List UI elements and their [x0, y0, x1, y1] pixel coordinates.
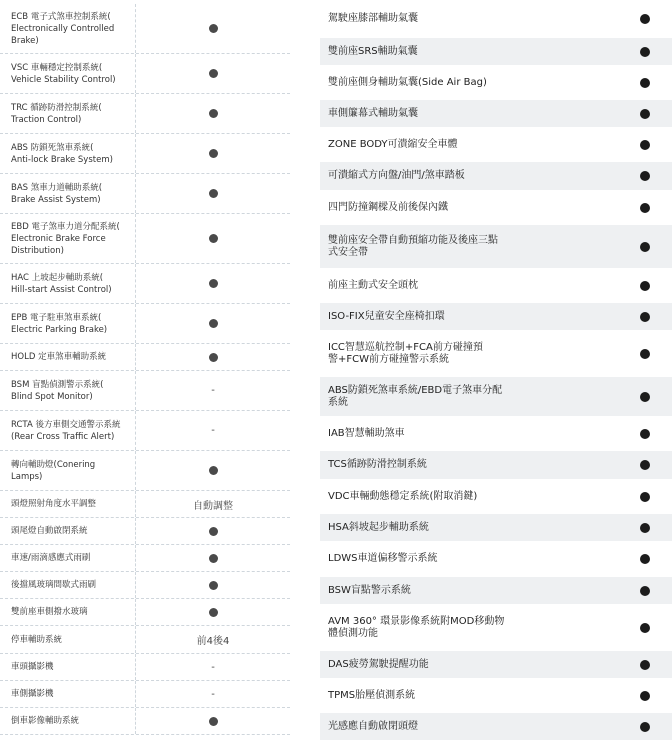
equipped-dot-icon — [640, 78, 650, 88]
equipped-dot-icon — [209, 608, 218, 617]
left-spec-row — [0, 518, 290, 545]
right-spec-row — [320, 577, 672, 604]
spec-value — [618, 460, 672, 470]
spec-label: TRC 循跡防滑控制系統( Traction Control) — [0, 94, 136, 133]
spec-label: ABS 防鎖死煞車系統( Anti-lock Brake System) — [0, 134, 136, 173]
spec-value-text: 前4後4 — [196, 636, 230, 647]
spec-label: 後擋風玻璃間歇式雨刷 — [0, 572, 136, 598]
spec-label: 車速/雨滴感應式雨刷 — [0, 545, 136, 571]
spec-label: 駕駛座膝部輔助氣囊 — [328, 12, 418, 24]
equipped-dot-icon — [209, 717, 218, 726]
spec-value — [136, 304, 290, 343]
spec-value — [618, 349, 672, 359]
equipped-dot-icon — [640, 523, 650, 533]
spec-value — [136, 491, 290, 517]
spec-label: 可潰縮式方向盤/油門/煞車踏板 — [328, 170, 465, 181]
equipped-dot-icon — [209, 466, 218, 475]
spec-label: VSC 車輛穩定控制系統( Vehicle Stability Control) — [0, 54, 136, 93]
spec-value — [618, 722, 672, 732]
spec-label: 車側攝影機 — [0, 681, 136, 707]
right-spec-row — [320, 682, 672, 709]
spec-label: EPB 電子駐車煞車系統( Electric Parking Brake) — [0, 304, 136, 343]
spec-value — [618, 140, 672, 150]
spec-label: 倒車影像輔助系統 — [0, 708, 136, 734]
right-spec-row — [320, 420, 672, 447]
spec-label: RCTA 後方車側交通警示系統 (Rear Cross Traffic Alert) — [0, 411, 136, 450]
spec-value — [618, 623, 672, 633]
spec-value — [618, 78, 672, 88]
equipped-dot-icon — [640, 554, 650, 564]
spec-value-text: - — [211, 688, 215, 700]
right-spec-table — [320, 0, 672, 744]
spec-value — [136, 626, 290, 653]
spec-value — [618, 523, 672, 533]
right-spec-row — [320, 303, 672, 330]
spec-label: 轉向輔助燈(Conering Lamps) — [0, 451, 136, 490]
spec-label: ZONE BODY可潰縮安全車體 — [328, 138, 458, 150]
left-spec-row — [0, 572, 290, 599]
equipped-dot-icon — [640, 281, 650, 291]
spec-label: 車頭攝影機 — [0, 654, 136, 680]
spec-value — [136, 599, 290, 625]
spec-value — [136, 451, 290, 490]
right-spec-row — [320, 483, 672, 510]
right-spec-row — [320, 377, 672, 416]
equipped-dot-icon — [640, 171, 650, 181]
spec-value — [618, 492, 672, 502]
spec-value — [136, 681, 290, 707]
left-spec-row — [0, 371, 290, 411]
equipped-dot-icon — [209, 527, 218, 536]
right-spec-row — [320, 131, 672, 158]
spec-value — [618, 392, 672, 402]
spec-value-text: - — [211, 385, 215, 396]
spec-label: ABS防鎖死煞車系統/EBD電子煞車分配 系統 — [328, 384, 503, 408]
equipped-dot-icon — [209, 189, 218, 198]
equipped-dot-icon — [209, 554, 218, 563]
equipped-dot-icon — [640, 429, 650, 439]
equipped-dot-icon — [640, 140, 650, 150]
equipped-dot-icon — [640, 392, 650, 402]
spec-value — [136, 134, 290, 173]
spec-label: AVM 360° 環景影像系統附MOD移動物 體偵測功能 — [328, 615, 505, 639]
left-spec-row — [0, 174, 290, 214]
right-spec-row — [320, 100, 672, 127]
left-spec-row — [0, 491, 290, 518]
spec-value-text: - — [211, 661, 215, 673]
spec-value-text: - — [211, 425, 215, 436]
spec-label: VDC車輛動態穩定系統(附取消鍵) — [328, 490, 478, 502]
spec-label: BAS 煞車力道輔助系統( Brake Assist System) — [0, 174, 136, 213]
equipped-dot-icon — [640, 460, 650, 470]
left-spec-row — [0, 304, 290, 344]
spec-label: 前座主動式安全頭枕 — [328, 279, 418, 291]
spec-value — [618, 242, 672, 252]
equipped-dot-icon — [640, 349, 650, 359]
spec-label: 雙前座車側撥水玻璃 — [0, 599, 136, 625]
left-spec-row — [0, 681, 290, 708]
spec-label: TPMS胎壓偵測系統 — [328, 689, 416, 701]
spec-value — [618, 554, 672, 564]
spec-value — [618, 429, 672, 439]
spec-label: HSA斜坡起步輔助系統 — [328, 521, 429, 533]
equipped-dot-icon — [209, 69, 218, 78]
left-spec-row — [0, 54, 290, 94]
spec-value — [618, 660, 672, 670]
spec-value — [618, 281, 672, 291]
equipped-dot-icon — [640, 242, 650, 252]
right-spec-row — [320, 272, 672, 299]
spec-label: 光感應自動啟閉頭燈 — [328, 720, 418, 732]
spec-label: DAS疲勞駕駛提醒功能 — [328, 658, 429, 670]
left-spec-row — [0, 708, 290, 735]
left-spec-row — [0, 626, 290, 654]
left-spec-row — [0, 134, 290, 174]
spec-value — [136, 708, 290, 734]
spec-label: BSM 盲點偵測警示系統( Blind Spot Monitor) — [0, 371, 136, 410]
right-spec-row — [320, 713, 672, 740]
spec-label: 頭燈照射角度水平調整 — [0, 491, 136, 517]
left-spec-row — [0, 214, 290, 264]
spec-value — [136, 174, 290, 213]
spec-label: LDWS車道偏移警示系統 — [328, 553, 438, 564]
spec-label: 雙前座側身輔助氣囊(Side Air Bag) — [328, 76, 487, 88]
spec-value — [136, 94, 290, 133]
equipped-dot-icon — [209, 581, 218, 590]
left-spec-table — [0, 0, 290, 735]
left-spec-row — [0, 451, 290, 491]
equipped-dot-icon — [209, 234, 218, 243]
equipped-dot-icon — [640, 722, 650, 732]
right-spec-row — [320, 334, 672, 373]
spec-value — [136, 411, 290, 450]
left-spec-row — [0, 4, 290, 54]
spec-value — [618, 691, 672, 701]
equipped-dot-icon — [640, 312, 650, 322]
right-spec-row — [320, 514, 672, 541]
equipped-dot-icon — [209, 149, 218, 158]
left-spec-row — [0, 545, 290, 572]
spec-label: ICC智慧巡航控制+FCA前方碰撞預 警+FCW前方碰撞警示系統 — [328, 341, 483, 365]
equipped-dot-icon — [640, 203, 650, 213]
spec-value — [618, 109, 672, 119]
spec-value — [136, 54, 290, 93]
spec-label: ISO-FIX兒童安全座椅扣環 — [328, 310, 445, 322]
spec-value — [136, 371, 290, 410]
spec-label: 頭尾燈自動啟閉系統 — [0, 518, 136, 544]
right-spec-row — [320, 608, 672, 647]
left-spec-row — [0, 264, 290, 304]
equipped-dot-icon — [640, 492, 650, 502]
left-spec-row — [0, 344, 290, 371]
spec-value — [136, 344, 290, 370]
spec-label: IAB智慧輔助煞車 — [328, 427, 405, 439]
right-spec-row — [320, 651, 672, 678]
spec-label: EBD 電子煞車力道分配系統( Electronic Brake Force Distribution) — [0, 214, 136, 263]
equipped-dot-icon — [640, 14, 650, 24]
right-spec-row — [320, 451, 672, 479]
spec-label: 停車輔助系統 — [0, 626, 136, 653]
right-spec-row — [320, 162, 672, 190]
equipped-dot-icon — [209, 109, 218, 118]
spec-value — [136, 654, 290, 680]
equipped-dot-icon — [209, 279, 218, 288]
equipped-dot-icon — [209, 24, 218, 33]
spec-value — [618, 586, 672, 596]
right-spec-row — [320, 194, 672, 221]
right-spec-row — [320, 545, 672, 573]
spec-value — [136, 4, 290, 53]
equipped-dot-icon — [209, 319, 218, 328]
spec-label: HOLD 定車煞車輔助系統 — [0, 344, 136, 370]
spec-label: TCS循跡防滑控制系統 — [328, 459, 427, 470]
left-spec-row — [0, 94, 290, 134]
equipped-dot-icon — [640, 691, 650, 701]
spec-value — [136, 264, 290, 303]
spec-value-text: 自動調整 — [193, 500, 233, 512]
spec-value — [136, 518, 290, 544]
right-spec-row — [320, 225, 672, 268]
right-spec-row — [320, 3, 672, 34]
equipped-dot-icon — [640, 660, 650, 670]
spec-label: HAC 上坡起步輔助系統( Hill-start Assist Control) — [0, 264, 136, 303]
left-spec-row — [0, 654, 290, 681]
spec-value — [618, 171, 672, 181]
spec-value — [136, 572, 290, 598]
spec-label: 車側簾幕式輔助氣囊 — [328, 107, 418, 119]
right-spec-row — [320, 69, 672, 96]
equipped-dot-icon — [640, 47, 650, 57]
spec-label: 雙前座SRS輔助氣囊 — [328, 45, 418, 57]
spec-label: 雙前座安全帶自動預縮功能及後座三點 式安全帶 — [328, 234, 498, 258]
left-spec-row — [0, 411, 290, 451]
spec-value — [618, 47, 672, 57]
spec-value — [136, 545, 290, 571]
spec-value — [618, 203, 672, 213]
spec-label: BSW盲點警示系統 — [328, 584, 411, 596]
equipped-dot-icon — [640, 586, 650, 596]
spec-label: ECB 電子式煞車控制系統( Electronically Controlled Brake) — [0, 4, 136, 53]
spec-value — [136, 214, 290, 263]
equipped-dot-icon — [640, 623, 650, 633]
equipped-dot-icon — [640, 109, 650, 119]
spec-label: 四門防撞鋼樑及前後保內鐵 — [328, 201, 448, 213]
left-spec-row — [0, 599, 290, 626]
equipped-dot-icon — [209, 353, 218, 362]
spec-value — [618, 312, 672, 322]
right-spec-row — [320, 38, 672, 65]
spec-value — [618, 14, 672, 24]
